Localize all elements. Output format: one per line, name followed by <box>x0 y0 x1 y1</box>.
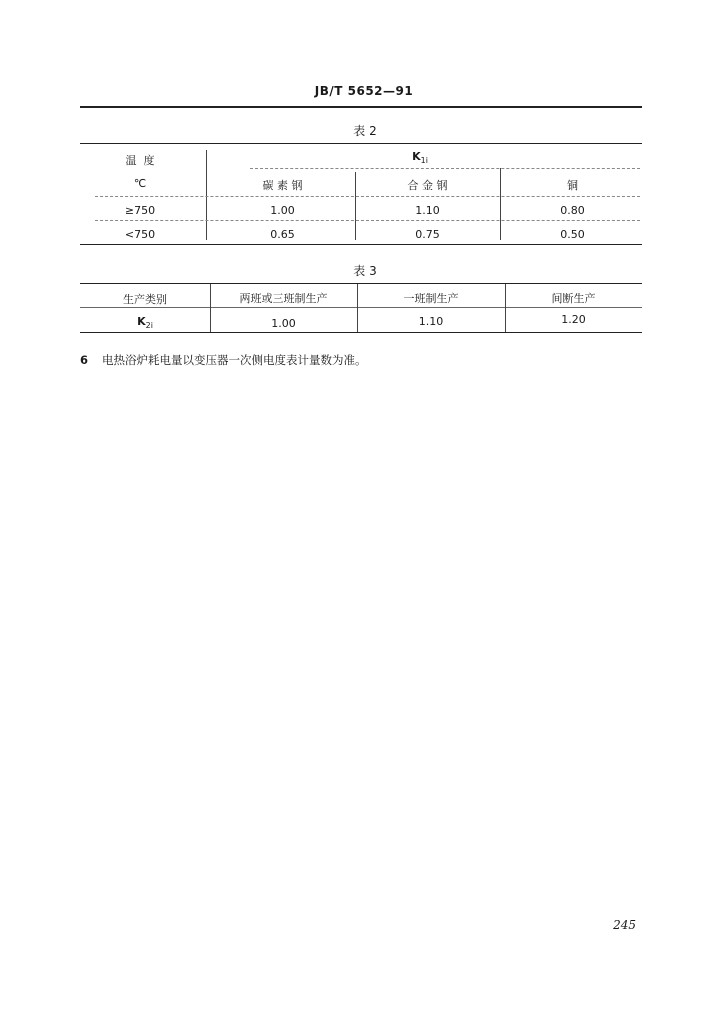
table2-caption: 表 2 <box>353 124 377 138</box>
table2-col-divider <box>500 168 501 240</box>
table2-col-divider <box>355 172 356 240</box>
table2-col-divider <box>206 150 207 240</box>
table2-temp-unit: ℃ <box>133 177 147 190</box>
k-subscript: 2i <box>145 321 153 331</box>
table2-row2-carbon: 0.65 <box>270 228 295 241</box>
document-code-header: JB/T 5652—91 <box>314 84 414 98</box>
table3-value-intermittent: 1.20 <box>561 313 586 326</box>
k-symbol: K <box>412 150 421 163</box>
table3-bottom-rule <box>80 332 642 333</box>
table3-category-header: 生产类别 <box>123 293 167 306</box>
table2-material-carbon-steel: 碳 素 钢 <box>262 179 303 192</box>
table2-material-alloy-steel: 合 金 钢 <box>407 179 448 192</box>
table2-row-divider <box>95 220 640 221</box>
table2-row2-copper: 0.50 <box>560 228 585 241</box>
table2-row2-temp: <750 <box>124 228 156 241</box>
table2-bottom-rule <box>80 244 642 245</box>
table2-row1-alloy: 1.10 <box>415 204 440 217</box>
header-rule <box>80 106 642 108</box>
section-text: 电热浴炉耗电量以变压器一次侧电度表计量数为准。 <box>102 353 367 367</box>
k-symbol: K <box>137 315 146 328</box>
table2-row1-copper: 0.80 <box>560 204 585 217</box>
table3-col-divider <box>210 284 211 332</box>
table3-col-two-three-shift: 两班或三班制生产 <box>239 292 328 305</box>
table3-k-label <box>90 315 200 330</box>
page-number: 245 <box>613 918 636 932</box>
table2-row1-carbon: 1.00 <box>270 204 295 217</box>
k-subscript: 1i <box>420 156 428 166</box>
table2-temp-header: 温 度 <box>125 154 155 167</box>
table3-value-one-shift: 1.10 <box>418 315 444 328</box>
table2-material-copper: 铜 <box>567 179 578 192</box>
table3-caption: 表 3 <box>353 264 377 278</box>
table3-col-one-shift: 一班制生产 <box>403 292 459 305</box>
table2-top-rule <box>80 143 642 144</box>
section-number: 6 <box>80 353 89 367</box>
table2-row-divider <box>250 168 640 169</box>
table3-value-two-three-shift: 1.00 <box>271 317 296 330</box>
table3-col-intermittent: 间断生产 <box>551 292 596 305</box>
table3-col-divider <box>505 284 506 332</box>
table2-k-header <box>380 150 460 165</box>
table3-row-divider <box>80 307 642 308</box>
table2-row-divider <box>95 196 640 197</box>
table3-col-divider <box>357 284 358 332</box>
section-6 <box>80 352 640 368</box>
table2-row2-alloy: 0.75 <box>415 228 440 241</box>
table2-row1-temp: ≥750 <box>124 204 156 217</box>
table3-top-rule <box>80 283 642 284</box>
